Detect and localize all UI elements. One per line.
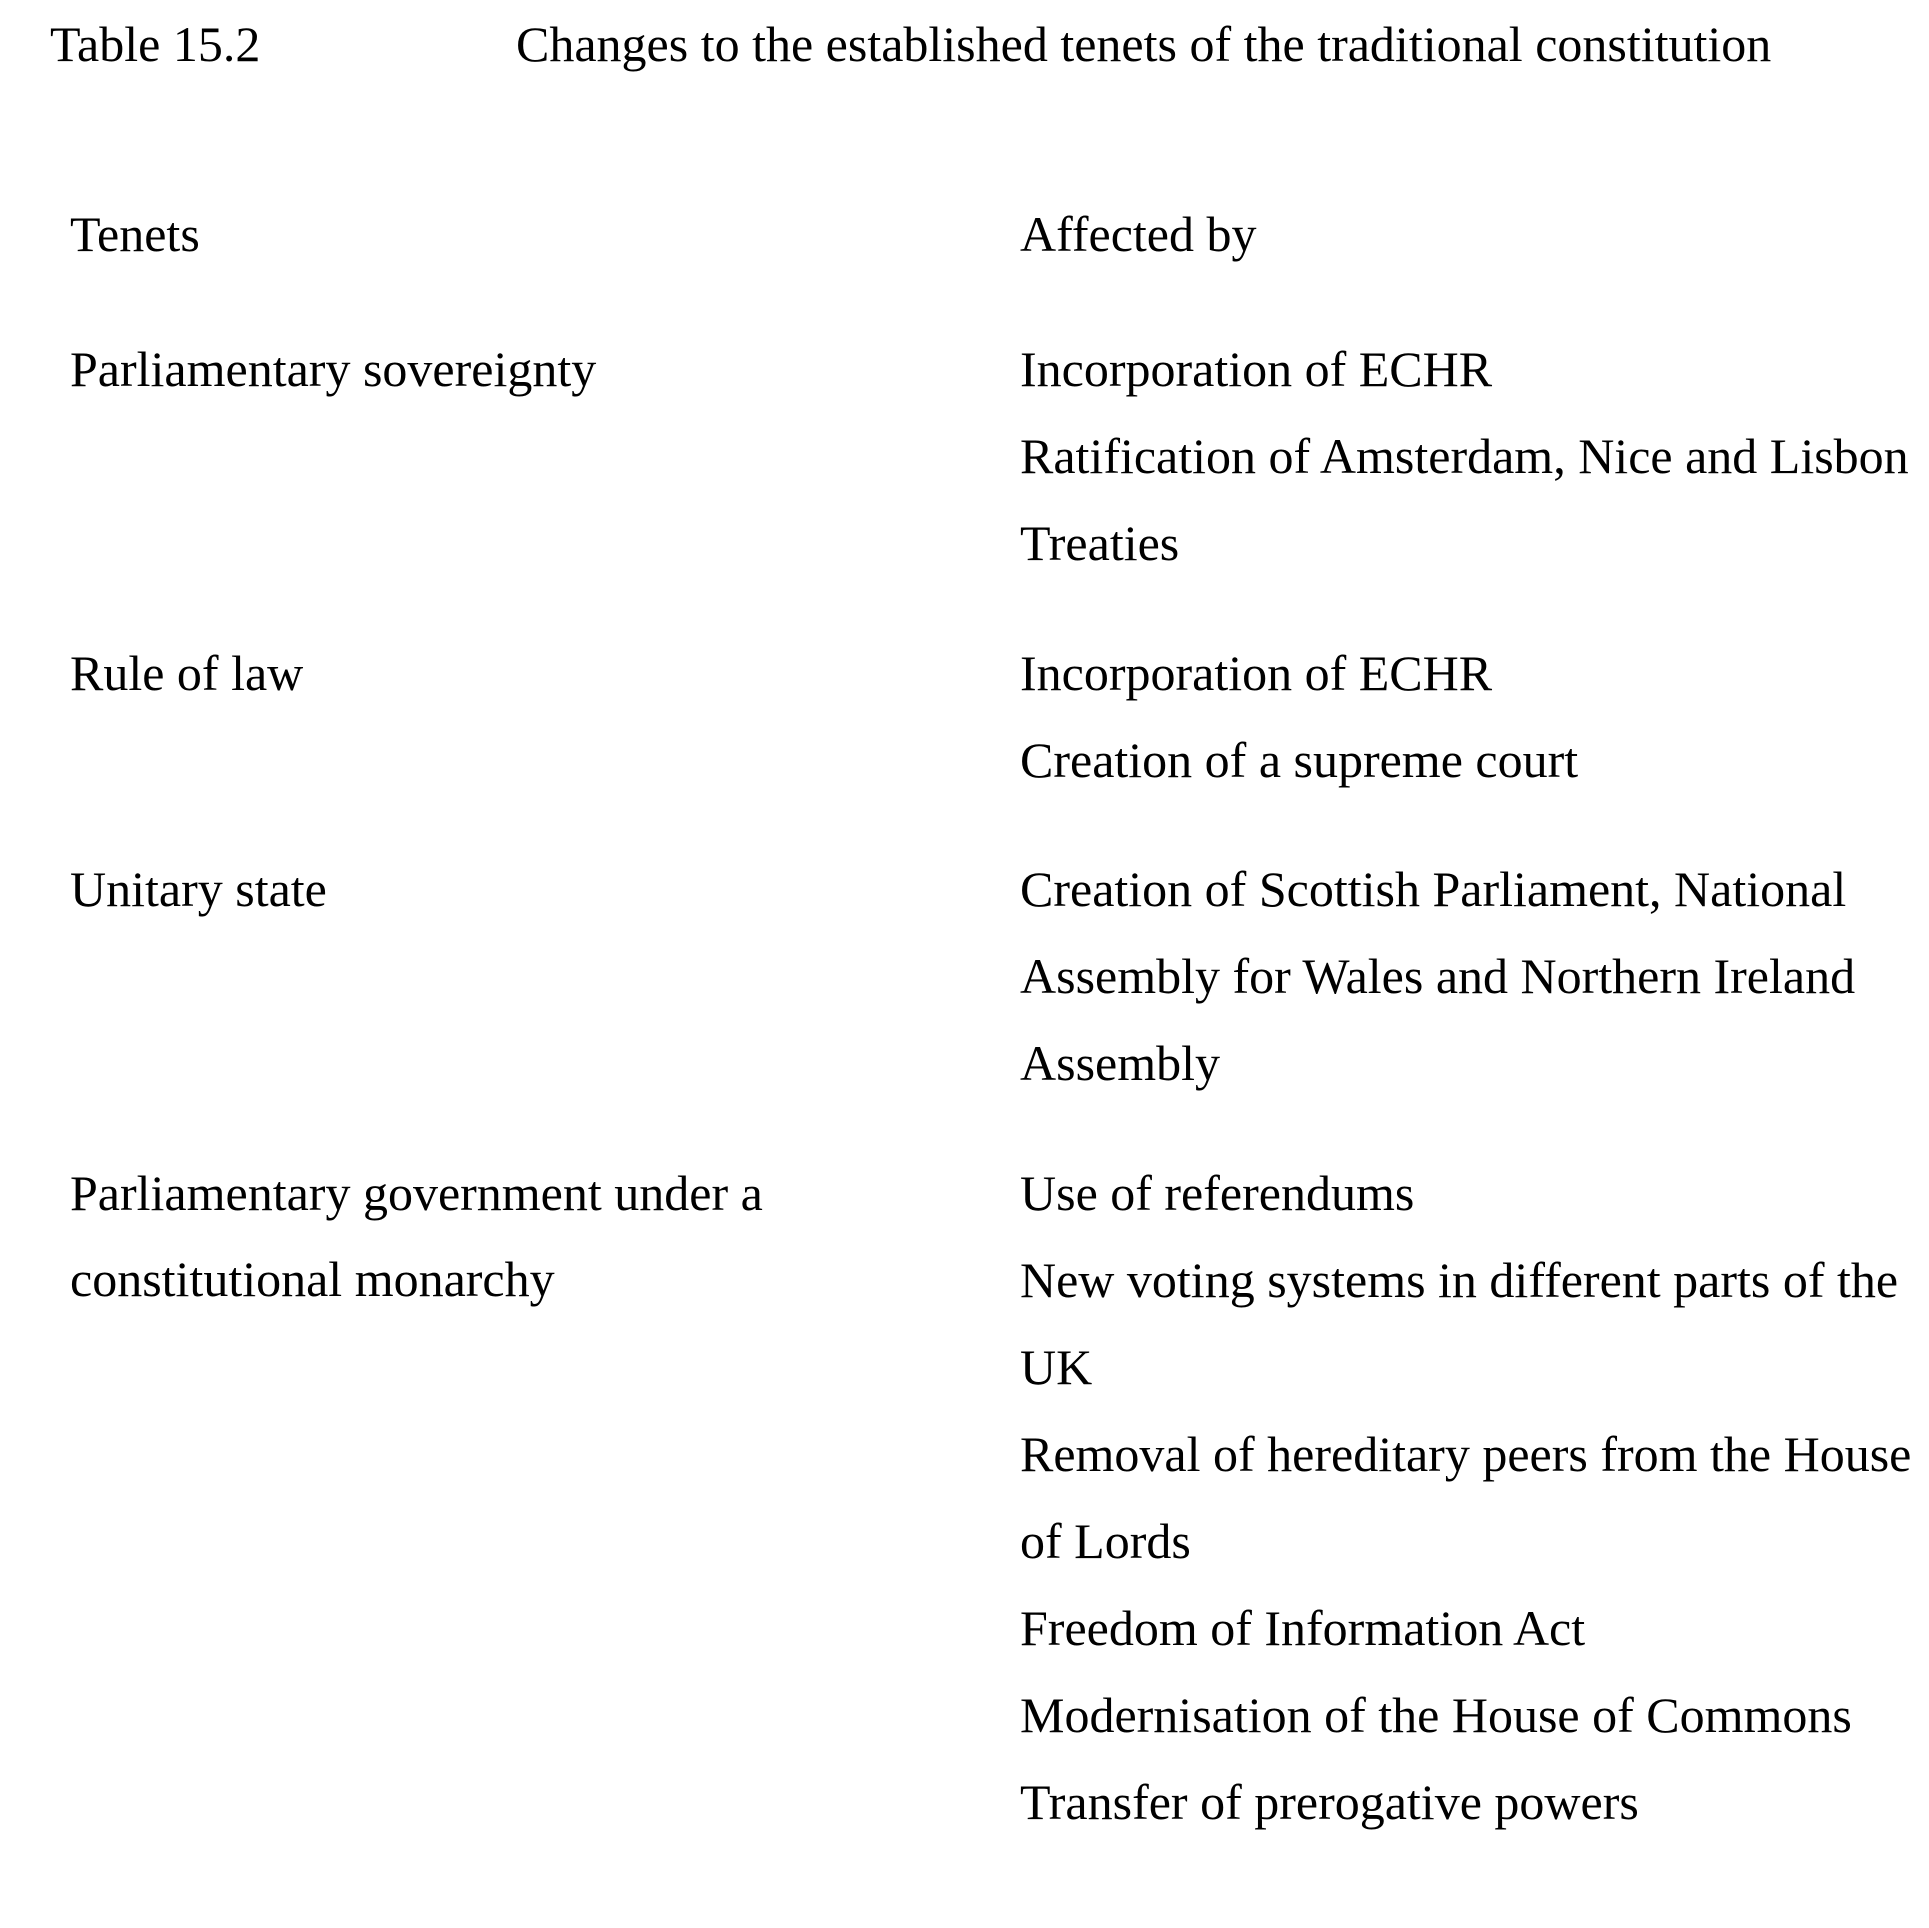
affected-by-cell <box>1020 630 1920 804</box>
effect-line: Assembly for Wales and Northern Ireland <box>1020 948 1856 1004</box>
affected-by-cell <box>1020 326 1920 587</box>
table-title: Changes to the established tenets of the traditional constitution <box>516 16 1772 72</box>
effect-line: Creation of a supreme court <box>1020 732 1579 788</box>
effect-line: Ratification of Amsterdam, Nice and Lisbon <box>1020 428 1909 484</box>
tenet-line: constitutional monarchy <box>70 1251 555 1307</box>
tenet-cell <box>70 1150 970 1322</box>
effect-line: Modernisation of the House of Commons <box>1020 1687 1852 1743</box>
effect-line: UK <box>1020 1339 1093 1395</box>
column-header-affected-by: Affected by <box>1020 206 1257 262</box>
effect-line: Creation of Scottish Parliament, National <box>1020 861 1847 917</box>
tenet-line: Parliamentary government under a <box>70 1165 763 1221</box>
affected-by-cell <box>1020 846 1920 1107</box>
effect-line: New voting systems in different parts of the <box>1020 1252 1899 1308</box>
tenet-line: Parliamentary sovereignty <box>70 341 597 397</box>
effect-line: Transfer of prerogative powers <box>1020 1774 1639 1830</box>
effect-line: Incorporation of ECHR <box>1020 645 1493 701</box>
effect-line: Treaties <box>1020 515 1180 571</box>
effect-line: Removal of hereditary peers from the House <box>1020 1426 1912 1482</box>
affected-by-cell <box>1020 1150 1920 1846</box>
effect-line: Assembly <box>1020 1035 1220 1091</box>
table-number: Table 15.2 <box>50 16 261 72</box>
tenet-cell <box>70 846 970 932</box>
effect-line: Incorporation of ECHR <box>1020 341 1493 397</box>
tenet-line: Unitary state <box>70 861 327 917</box>
effect-line: Freedom of Information Act <box>1020 1600 1586 1656</box>
tenet-line: Rule of law <box>70 645 304 701</box>
tenet-cell <box>70 630 970 716</box>
effect-line: Use of referendums <box>1020 1165 1415 1221</box>
tenet-cell <box>70 326 970 412</box>
column-header-tenets: Tenets <box>70 206 200 262</box>
effect-line: of Lords <box>1020 1513 1191 1569</box>
